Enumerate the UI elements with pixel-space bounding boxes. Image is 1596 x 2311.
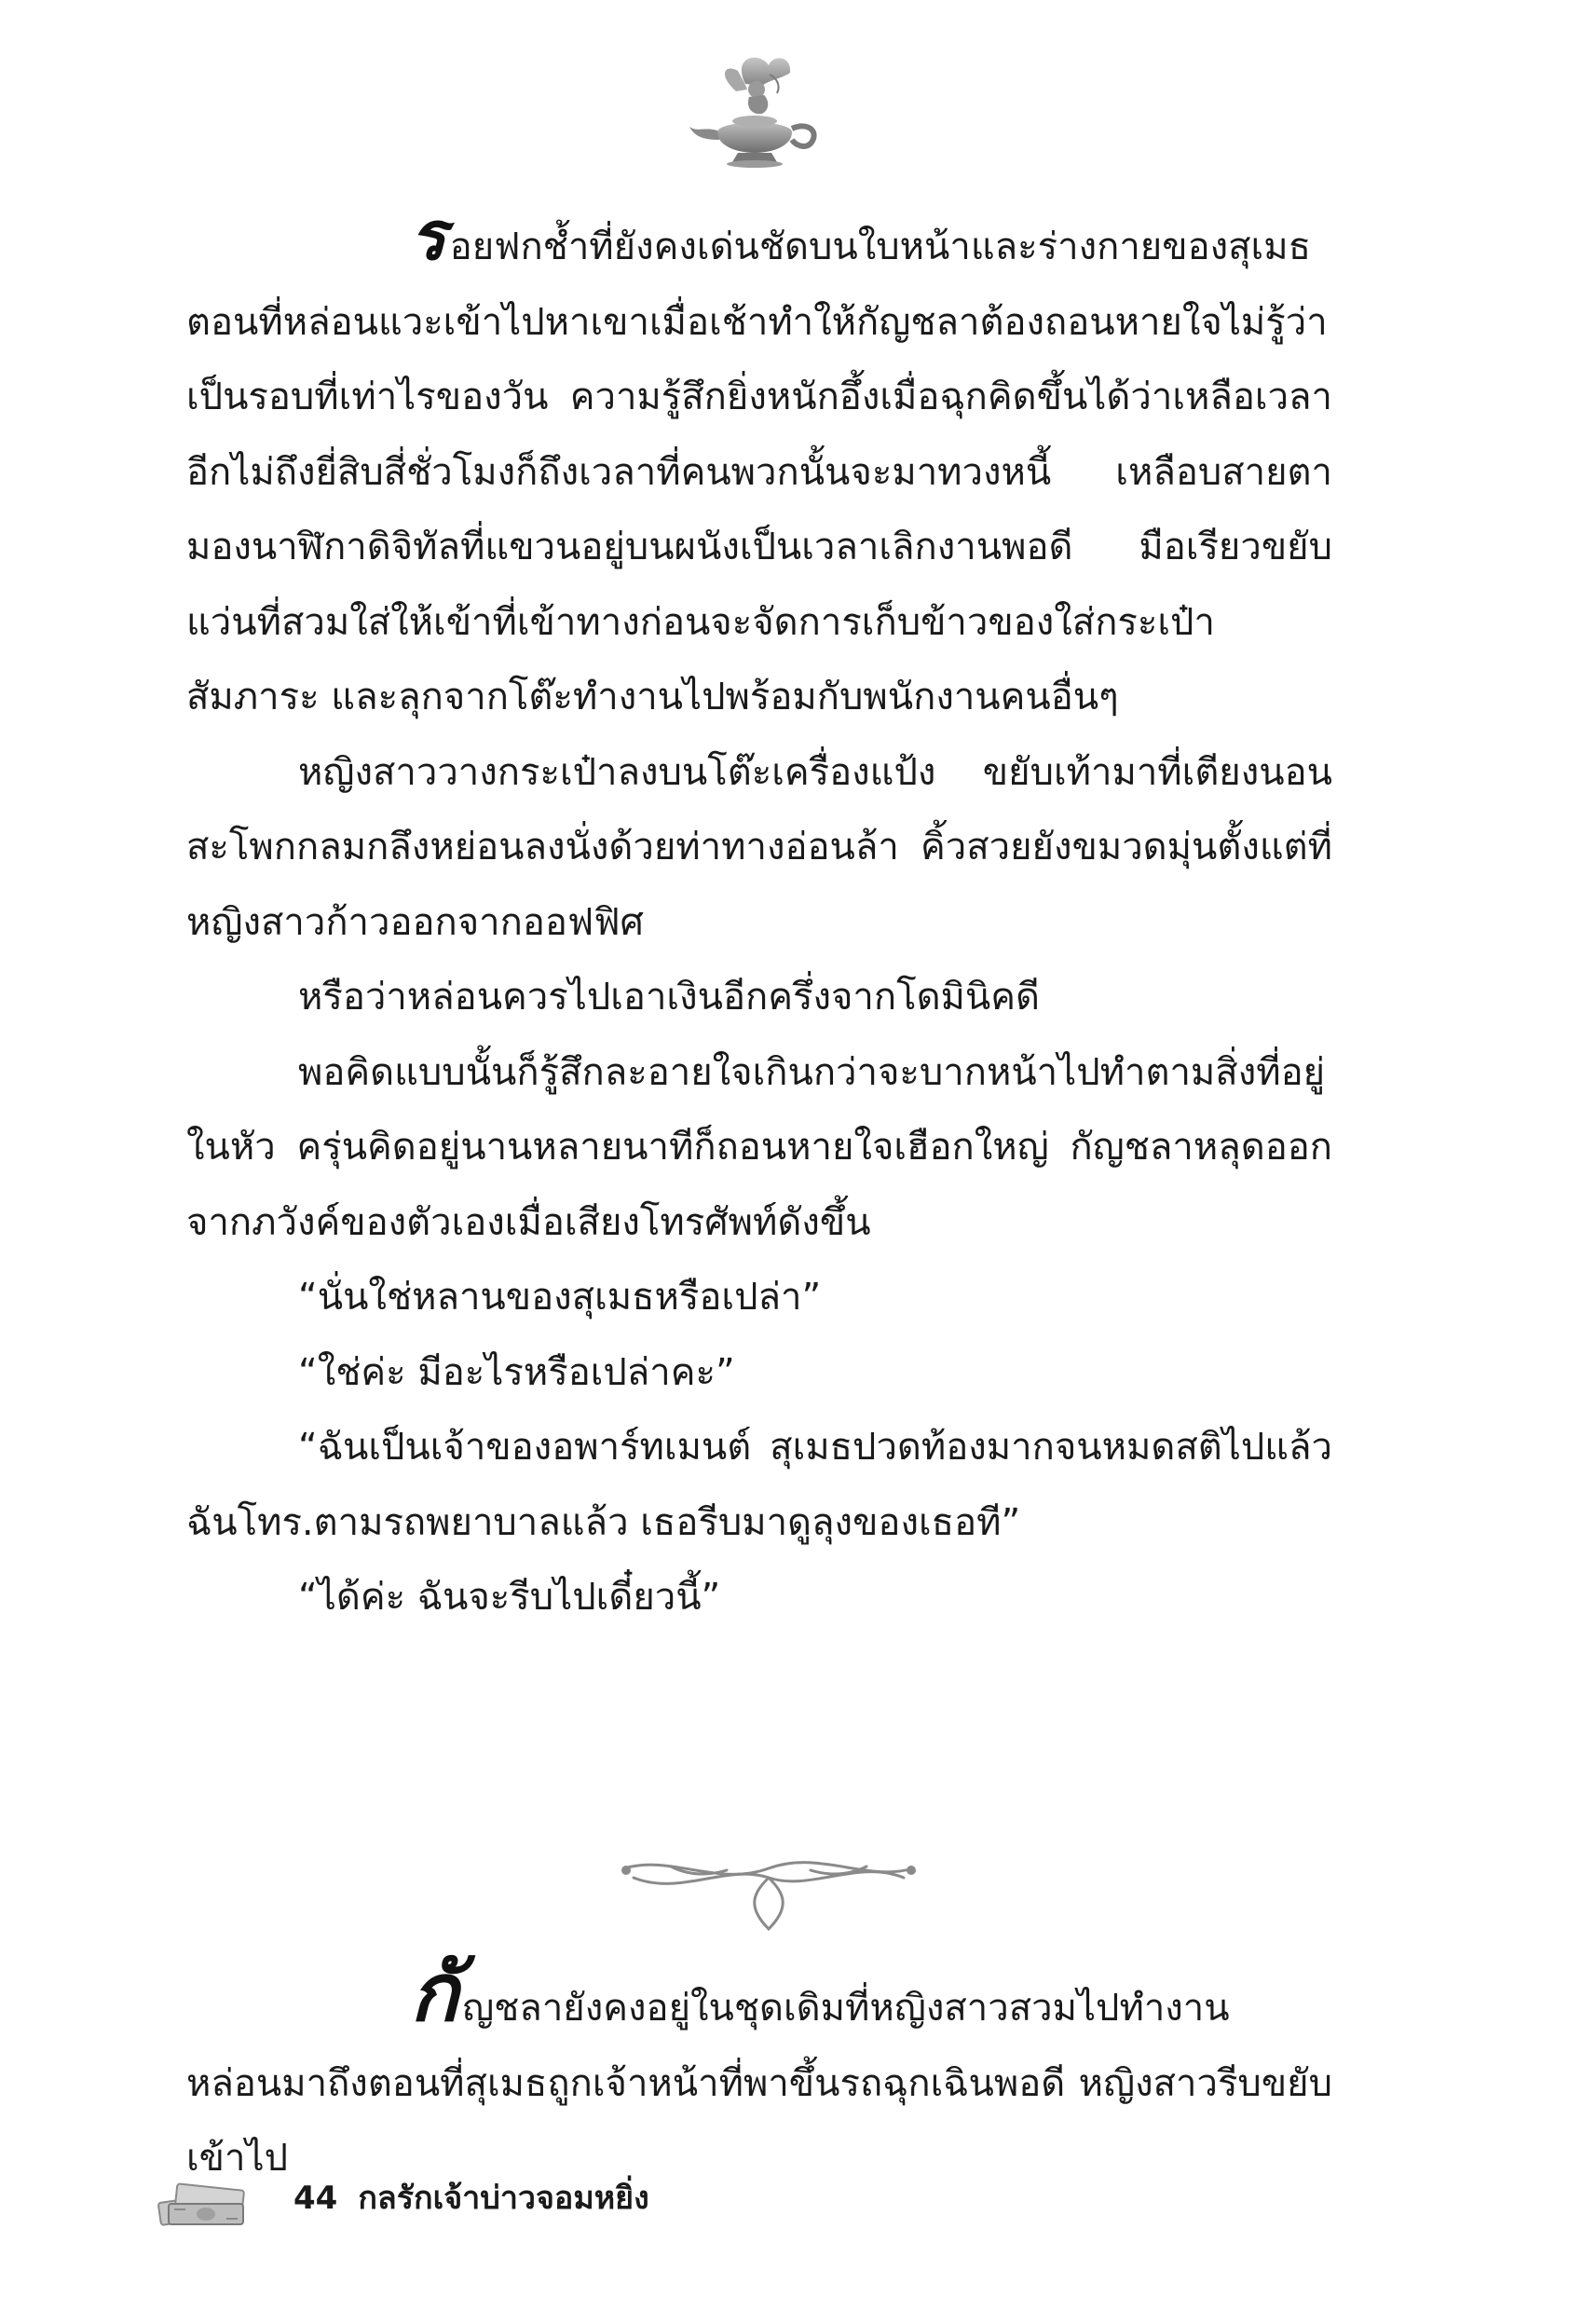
paragraph-text: อยฟกช้ำที่ยังคงเด่นชัดบนใบหน้าและร่างกายของสุเมธตอนที่หล่อนแวะเข้าไปหาเขาเมื่อเช้าทำให้กัญชลาต้องถอนหายใจไม่รู้ว่าเป็นรอบที่เท่าไรของวัน ความรู้สึกยิ่งหนักอึ้งเมื่อฉุกคิดขึ้นได้ว่าเหลือเวลาอีกไม่ถึงยี่สิบสี่ชั่วโมงก็ถึงเวลาที่คนพวกนั้นจะมาทวงหนี้ เหลือบสายตามองนาฬิกาดิจิทัลที่แขวนอยู่บนผนังเป็นเวลาเลิกงานพอดี มือเรียวขยับแว่นที่สวมใส่ให้เข้าที่เข้าทางก่อนจะจัดการเก็บข้าวของใส่กระเป๋าสัมภาระ และลุกจากโต๊ะทำงานไปพร้อมกับพนักงานคนอื่นๆ xyxy=(186,226,1332,718)
page-number: 44 xyxy=(293,2180,338,2217)
paragraph-text: ญชลายังคงอยู่ในชุดเดิมที่หญิงสาวสวมไปทำงาน หล่อนมาถึงตอนที่สุเมธถูกเจ้าหน้าที่พาขึ้นรถฉุกเฉินพอดี หญิงสาวรีบขยับเข้าไป xyxy=(186,1987,1332,2180)
paragraph-1 xyxy=(186,196,1332,735)
chapter-text-section-1 xyxy=(186,196,1332,1635)
book-title: กลรักเจ้าบ่าวจอมหยิ่ง xyxy=(358,2180,649,2217)
page-footer xyxy=(154,2167,806,2232)
cupid-teapot-ornament-icon xyxy=(680,47,829,177)
dialogue-line-4: “ได้ค่ะ ฉันจะรีบไปเดี๋ยวนี้” xyxy=(298,1576,721,1619)
chapter-text-section-2 xyxy=(186,1946,1332,2196)
paragraph-2: หญิงสาววางกระเป๋าลงบนโต๊ะเครื่องแป้ง ขยับเท้ามาที่เตียงนอน สะโพกกลมกลึงหย่อนลงนั่งด้วยท่าทางอ่อนล้า คิ้วสวยยังขมวดมุ่นตั้งแต่ที่หญิงสาวก้าวออกจากออฟฟิศ xyxy=(186,750,1332,944)
dialogue-line-3: “ฉันเป็นเจ้าของอพาร์ทเมนต์ สุเมธปวดท้องมากจนหมดสติไปแล้ว ฉันโทร.ตามรถพยาบาลแล้ว เธอรีบมาดูลุงของเธอที” xyxy=(186,1426,1332,1544)
dialogue-line-2: “ใช่ค่ะ มีอะไรหรือเปล่าคะ” xyxy=(298,1350,735,1394)
paragraph-9 xyxy=(186,1946,1332,2196)
paragraph-3: หรือว่าหล่อนควรไปเอาเงินอีกครึ่งจากโดมินิคดี xyxy=(298,976,1040,1019)
footer-text xyxy=(293,2178,649,2219)
paragraph-4: พอคิดแบบนั้นก็รู้สึกละอายใจเกินกว่าจะบากหน้าไปทำตามสิ่งที่อยู่ในหัว ครุ่นคิดอยู่นานหลายนาทีก็ถอนหายใจเฮือกใหญ่ กัญชลาหลุดออกจากภวังค์ของตัวเองเมื่อเสียงโทรศัพท์ดังขึ้น xyxy=(186,1050,1332,1244)
drop-cap: กั xyxy=(410,1946,459,2040)
dialogue-line-1: “นั่นใช่หลานของสุเมธหรือเปล่า” xyxy=(298,1276,822,1319)
flourish-divider-icon xyxy=(615,1850,922,1934)
drop-cap: ร xyxy=(410,196,446,275)
money-stack-icon xyxy=(154,2167,256,2232)
